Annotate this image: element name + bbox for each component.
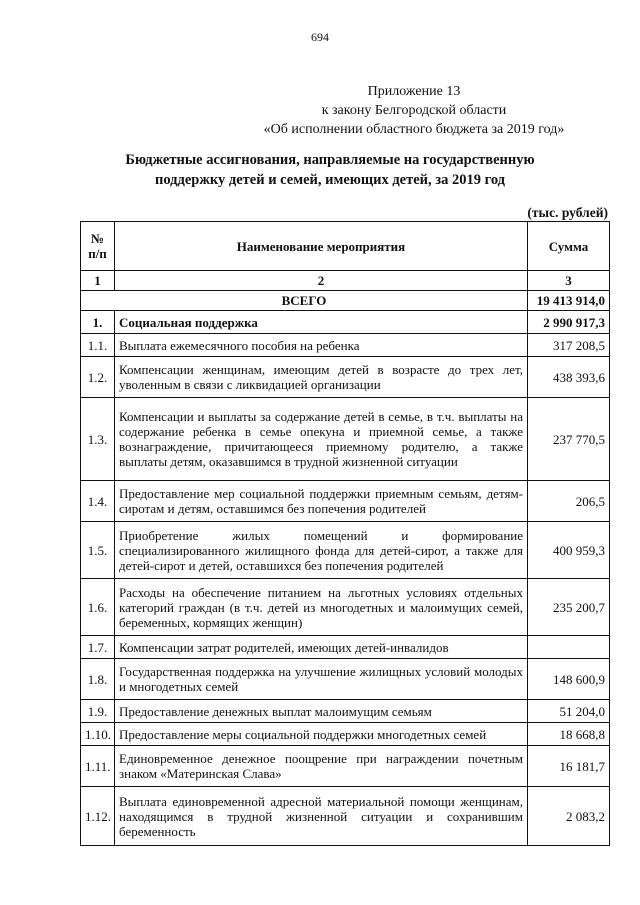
header-amount: Сумма bbox=[528, 222, 610, 271]
row-number: 1. bbox=[81, 311, 115, 334]
row-number: 1.4. bbox=[81, 481, 115, 522]
column-numbers-row bbox=[81, 271, 610, 291]
total-amount: 19 413 914,0 bbox=[528, 291, 610, 311]
row-name: Компенсации женщинам, имеющим детей в возрасте до трех лет, уволенным в связи с ликвидацией организации bbox=[115, 357, 528, 398]
row-name: Компенсации и выплаты за содержание детей в семье, в т.ч. выплаты на содержание ребенка в семье опекуна и приемной семье, а также вознаграждение, причитающееся приемному родителю, а также выплаты детям, оказавшимся в трудной жизненной ситуации bbox=[115, 398, 528, 481]
page-number: 694 bbox=[311, 30, 329, 44]
budget-table bbox=[80, 221, 610, 846]
row-amount: 51 204,0 bbox=[528, 700, 610, 723]
row-name: Единовременное денежное поощрение при награждении почетным знаком «Материнская Слава» bbox=[115, 746, 528, 787]
document-title bbox=[80, 150, 580, 190]
units-label: (тыс. рублей) bbox=[527, 205, 608, 220]
row-name: Выплата ежемесячного пособия на ребенка bbox=[115, 334, 528, 357]
header-num: № п/п bbox=[81, 222, 115, 271]
row-name: Предоставление денежных выплат малоимущим семьям bbox=[115, 700, 528, 723]
table-row bbox=[81, 636, 610, 659]
row-amount: 18 668,8 bbox=[528, 723, 610, 746]
section-row bbox=[81, 311, 610, 334]
row-number: 1.3. bbox=[81, 398, 115, 481]
row-amount: 16 181,7 bbox=[528, 746, 610, 787]
row-name: Социальная поддержка bbox=[115, 311, 528, 334]
row-amount bbox=[528, 636, 610, 659]
column-number: 3 bbox=[528, 271, 610, 291]
row-name: Расходы на обеспечение питанием на льготных условиях отдельных категорий граждан (в т.ч. детей из многодетных и малоимущих семей, беременных, кормящих женщин) bbox=[115, 579, 528, 636]
row-number: 1.7. bbox=[81, 636, 115, 659]
title-line-2: поддержку детей и семей, имеющих детей, за 2019 год bbox=[154, 172, 506, 188]
row-amount: 237 770,5 bbox=[528, 398, 610, 481]
row-number: 1.2. bbox=[81, 357, 115, 398]
row-number: 1.11. bbox=[81, 746, 115, 787]
table-row bbox=[81, 334, 610, 357]
row-amount: 438 393,6 bbox=[528, 357, 610, 398]
table-row bbox=[81, 787, 610, 846]
table-row bbox=[81, 481, 610, 522]
table-row bbox=[81, 398, 610, 481]
row-amount: 2 083,2 bbox=[528, 787, 610, 846]
row-name: Предоставление мер социальной поддержки приемным семьям, детям-сиротам и детям, оставшимся без попечения родителей bbox=[115, 481, 528, 522]
row-amount: 400 959,3 bbox=[528, 522, 610, 579]
appendix-number: Приложение 13 bbox=[367, 84, 461, 99]
row-number: 1.12. bbox=[81, 787, 115, 846]
total-label: ВСЕГО bbox=[81, 291, 528, 311]
row-amount: 206,5 bbox=[528, 481, 610, 522]
row-amount: 317 208,5 bbox=[528, 334, 610, 357]
appendix-header bbox=[224, 82, 604, 139]
row-number: 1.9. bbox=[81, 700, 115, 723]
table-row bbox=[81, 700, 610, 723]
row-name: Выплата единовременной адресной материальной помощи женщинам, находящимся в трудной жизненной ситуации и сохранившим беременность bbox=[115, 787, 528, 846]
row-amount: 2 990 917,3 bbox=[528, 311, 610, 334]
table-row bbox=[81, 579, 610, 636]
table-row bbox=[81, 746, 610, 787]
row-number: 1.1. bbox=[81, 334, 115, 357]
column-number: 1 bbox=[81, 271, 115, 291]
table-header-row bbox=[81, 222, 610, 271]
table-row bbox=[81, 522, 610, 579]
row-name: Приобретение жилых помещений и формирование специализированного жилищного фонда для детей-сирот, а также для детей-сирот и детей, оставшихся без попечения родителей bbox=[115, 522, 528, 579]
total-row bbox=[81, 291, 610, 311]
appendix-law-title: «Об исполнении областного бюджета за 2019 год» bbox=[263, 122, 565, 137]
row-name: Компенсации затрат родителей, имеющих детей-инвалидов bbox=[115, 636, 528, 659]
row-number: 1.10. bbox=[81, 723, 115, 746]
row-number: 1.8. bbox=[81, 659, 115, 700]
appendix-law: к закону Белгородской области bbox=[321, 103, 507, 118]
row-amount: 235 200,7 bbox=[528, 579, 610, 636]
row-name: Предоставление меры социальной поддержки многодетных семей bbox=[115, 723, 528, 746]
column-number: 2 bbox=[115, 271, 528, 291]
title-line-1: Бюджетные ассигнования, направляемые на государственную bbox=[125, 152, 535, 168]
table-row bbox=[81, 659, 610, 700]
row-number: 1.6. bbox=[81, 579, 115, 636]
row-amount: 148 600,9 bbox=[528, 659, 610, 700]
table-row bbox=[81, 357, 610, 398]
table-row bbox=[81, 723, 610, 746]
header-name: Наименование мероприятия bbox=[115, 222, 528, 271]
row-number: 1.5. bbox=[81, 522, 115, 579]
row-name: Государственная поддержка на улучшение жилищных условий молодых и многодетных семей bbox=[115, 659, 528, 700]
